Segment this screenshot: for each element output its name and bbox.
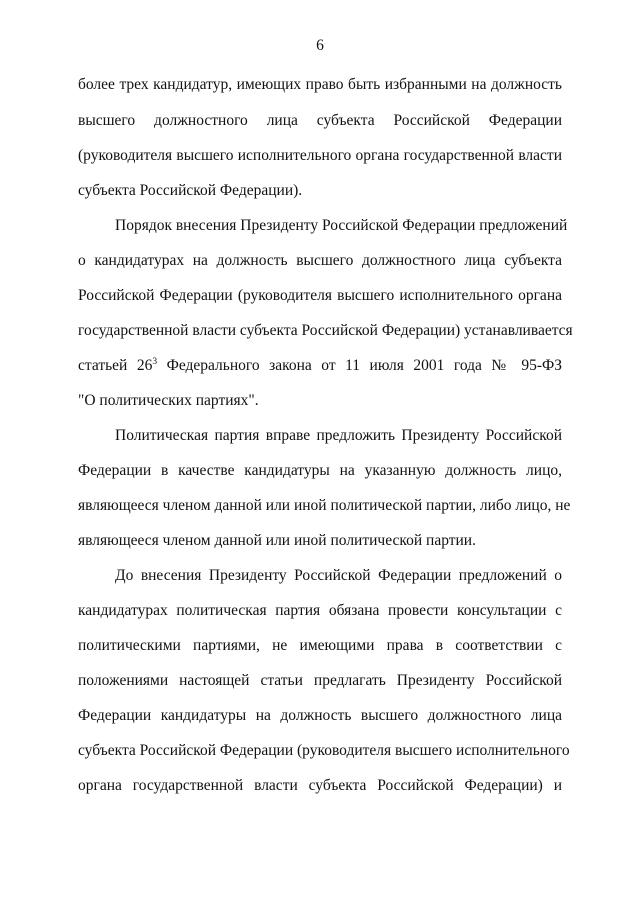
text-line: До внесения Президенту Российской Федерации предложений о [115,567,562,584]
text-line: Федерации в качестве кандидатуры на указанную должность лицо, [78,462,562,479]
text-segment: Федерального закона от 11 июля 2001 года № 95-ФЗ [157,357,562,374]
text-line: более трех кандидатур, имеющих право быть избранными на должность [78,76,562,93]
text-line: кандидатурах политическая партия обязана провести консультации с [78,602,562,619]
text-line: о кандидатурах на должность высшего должностного лица субъекта [78,252,562,269]
text-line: Политическая партия вправе предложить Президенту Российской [115,427,562,444]
page-number: 6 [316,37,324,54]
text-line: субъекта Российской Федерации (руководителя высшего исполнительного [78,742,570,759]
text-line: высшего должностного лица субъекта Российской Федерации [78,112,562,129]
text-line: "О политических партиях". [78,392,259,409]
text-line: Российской Федерации (руководителя высшего исполнительного органа [78,287,562,304]
text-line: являющееся членом данной или иной политической партии, либо лицо, не [78,497,571,514]
text-line: положениями настоящей статьи предлагать Президенту Российской [78,672,562,689]
superscript: 3 [152,357,158,367]
text-line: Порядок внесения Президенту Российской Федерации предложений [115,217,568,234]
text-line [78,356,562,376]
text-line: (руководителя высшего исполнительного органа государственной власти [78,147,562,164]
text-line: государственной власти субъекта Российской Федерации) устанавливается [78,322,573,339]
text-line: Федерации кандидатуры на должность высшего должностного лица [78,707,562,724]
text-segment: статьей 26 [78,357,153,374]
text-line: субъекта Российской Федерации). [78,182,303,199]
text-line: политическими партиями, не имеющими права в соответствии с [78,637,562,654]
text-line: органа государственной власти субъекта Российской Федерации) и [78,777,562,794]
text-line: являющееся членом данной или иной политической партии. [78,532,476,549]
